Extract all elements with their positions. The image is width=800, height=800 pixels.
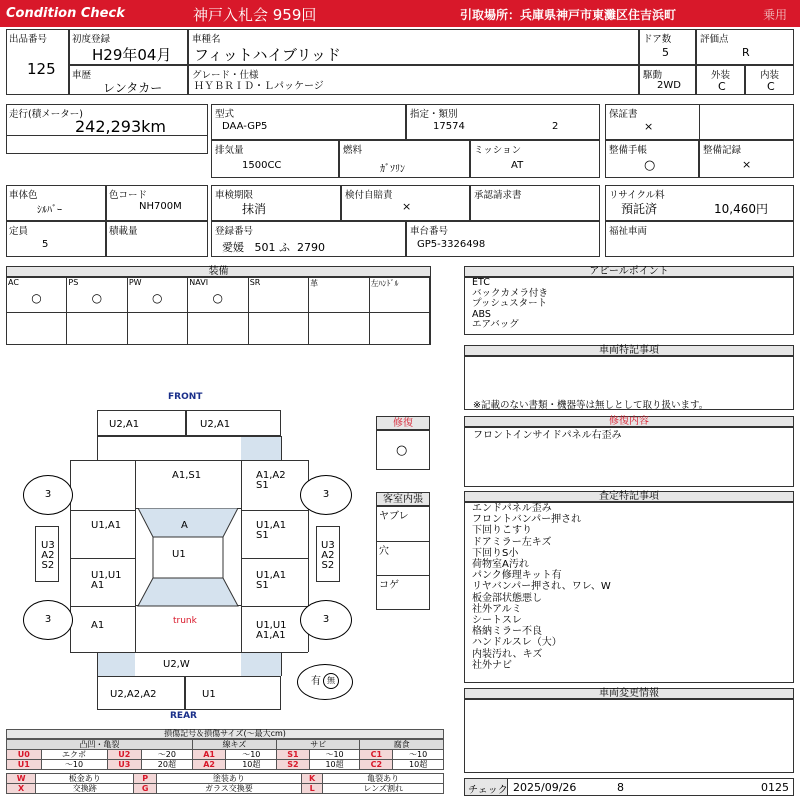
- rear-right-door-damage: U1,A1 S1: [256, 570, 287, 591]
- tire-front-left: [23, 475, 73, 515]
- spare-tire-mark: 無: [323, 673, 339, 689]
- doors: 5: [662, 46, 669, 59]
- legend-desc: 10超: [393, 760, 444, 770]
- model-cell: [211, 104, 406, 140]
- repair-title: 修復: [376, 416, 430, 430]
- cabin-tear-label: ヤブレ: [379, 511, 409, 522]
- legend-table: [6, 739, 444, 770]
- exterior-cell: [696, 65, 745, 95]
- equipment-item-mark: ○: [152, 291, 163, 305]
- doors-label: ドア数: [643, 34, 672, 45]
- cabin-title: 客室内張: [376, 492, 430, 506]
- registration-number: 愛媛 501 ふ 2790: [222, 241, 325, 254]
- history-label: 車歴: [72, 70, 92, 81]
- rear-left-door-damage: U1,U1 A1: [91, 570, 122, 591]
- repair-content-title: 修復内容: [464, 416, 794, 427]
- equipment-item-mark: ○: [212, 291, 223, 305]
- right-quarter-damage: U1,U1 A1,A1: [256, 620, 287, 641]
- legend-desc: 交換跡: [36, 784, 134, 794]
- windshield-damage: A: [181, 520, 188, 531]
- mission: AT: [511, 160, 524, 171]
- hood-damage: A1,S1: [172, 470, 202, 481]
- legend-code: S2: [277, 760, 310, 770]
- model: DAA-GP5: [222, 121, 268, 132]
- grade-cell: [188, 65, 639, 95]
- legend-desc: 亀裂あり: [323, 774, 444, 784]
- equipment-item-2: [128, 278, 188, 344]
- first-registration-cell: [69, 29, 188, 65]
- score: R: [742, 46, 750, 59]
- recycle-status: 預託済: [621, 202, 658, 216]
- mission-label: ミッション: [474, 145, 522, 156]
- inspection-expiry-cell: [211, 185, 341, 221]
- legend-head: 腐食: [360, 740, 444, 750]
- displacement-cell: [211, 140, 339, 178]
- check-label: チェック: [468, 785, 508, 796]
- legend-desc: ～10: [41, 760, 107, 770]
- equipment-item-mark: ○: [31, 291, 42, 305]
- mission-cell: [470, 140, 600, 178]
- recycle-fee: 10,460円: [714, 202, 768, 216]
- fuel-label: 燃料: [343, 145, 363, 156]
- header-bar: [0, 0, 800, 27]
- check-code: 0125: [761, 781, 789, 794]
- legend-desc: 10超: [309, 760, 360, 770]
- legend-desc: レンズ割れ: [323, 784, 444, 794]
- approval-cell: [470, 185, 600, 221]
- car-name-cell: [188, 29, 639, 65]
- interior-cell: [745, 65, 794, 95]
- cabin-row-burn: [376, 575, 430, 610]
- doors-cell: [639, 29, 696, 65]
- equipment-item-name: AC: [8, 278, 19, 287]
- tire-front-left-value: 3: [44, 489, 52, 500]
- score-cell: [696, 29, 794, 65]
- warranty: ×: [644, 120, 654, 133]
- legend-code: U0: [7, 750, 42, 760]
- equipment-item-1: [67, 278, 127, 344]
- appeal-box: [464, 277, 794, 335]
- capacity-label: 定員: [9, 226, 29, 237]
- welfare-vehicle-label: 福祉車両: [609, 226, 648, 237]
- change-info-box: [464, 699, 794, 773]
- tire-rear-right-value: 3: [322, 614, 330, 625]
- inspection-notes-box: [464, 502, 794, 683]
- category-number: 2: [552, 121, 559, 132]
- lot-number-cell: [6, 29, 69, 95]
- legend-desc: 板金あり: [36, 774, 134, 784]
- legend-code: C1: [360, 750, 393, 760]
- warranty-cell: [605, 104, 794, 140]
- repair-content: フロントインサイドパネル右歪み: [473, 430, 622, 441]
- cabin-row-hole: [376, 541, 430, 576]
- exterior-label: 外装: [711, 70, 731, 81]
- front-bumper-right-damage: U2,A1: [200, 419, 231, 430]
- equipment-item-6: [370, 278, 430, 344]
- equipment-item-mark: ○: [91, 291, 103, 305]
- selfcheck: ×: [402, 200, 412, 213]
- score-label: 評価点: [700, 34, 729, 45]
- registration-number-cell: [211, 221, 406, 257]
- appeal-list: ETC バックカメラ付き プッシュスタート ABS エアバッグ: [472, 277, 549, 330]
- front-left-door-damage: U1,A1: [91, 520, 122, 531]
- first-registration-label: 初度登録: [72, 34, 111, 45]
- fuel: ｶﾞｿﾘﾝ: [380, 164, 405, 175]
- repair-box: [376, 430, 430, 470]
- car-diagram: [0, 380, 370, 720]
- check-row: [464, 778, 794, 796]
- tire-front-right-value: 3: [322, 489, 330, 500]
- cabin-hole-label: 穴: [379, 546, 389, 557]
- inspection-notes-list: エンドパネル歪み フロントバンパー押され 下回りこすり ドアミラー左キズ 下回りS小 荷物室A汚れ パンク修理キット有 リヤバンパー押され、ワレ、W 板金部状態悪し 社外アルミ シートスレ 格納ミラー不良 ハンドルスレ（大） 内装汚れ、キズ 社外ナビ: [472, 503, 611, 671]
- displacement-label: 排気量: [215, 145, 244, 156]
- pickup-location: 引取場所：兵庫県神戸市東灘区住吉浜町: [460, 8, 677, 22]
- legend-desc: 塗装あり: [156, 774, 301, 784]
- grade: ＨＹＢＲＩＤ・Ｌパッケージ: [194, 81, 324, 92]
- check-number: 8: [617, 781, 624, 794]
- auction-title: 神戸入札会 959回: [193, 6, 317, 24]
- legend-desc: 10超: [226, 760, 277, 770]
- legend-head: サビ: [277, 740, 360, 750]
- mileage-cell: [6, 104, 208, 154]
- rear-panel-damage: U2,W: [163, 659, 190, 670]
- special-note: ※記載のない書類・機器等は無しとして取り扱います。: [473, 400, 709, 411]
- inspection-expiry-label: 車検期限: [215, 190, 254, 201]
- appeal-title: アピールポイント: [464, 266, 794, 277]
- chassis-number: GP5-3326498: [417, 239, 486, 250]
- equipment-item-3: [188, 278, 248, 344]
- model-label: 型式: [215, 109, 235, 120]
- legend-code: P: [134, 774, 157, 784]
- body-color-cell: [6, 185, 106, 221]
- color-code-label: 色コード: [109, 190, 148, 201]
- special-box: [464, 356, 794, 410]
- equipment-item-name: SR: [249, 278, 261, 287]
- chassis-number-cell: [406, 221, 600, 257]
- glass-panels: [135, 508, 241, 608]
- legend-code: S1: [277, 750, 310, 760]
- maintenance-record-label: 整備記録: [703, 145, 742, 156]
- legend-table-2: [6, 773, 444, 794]
- front-right-door-damage: U1,A1 S1: [256, 520, 287, 541]
- interior-grade: C: [767, 80, 775, 93]
- mileage: 242,293km: [75, 117, 167, 136]
- capacity: 5: [42, 239, 49, 250]
- mileage-label: 走行(積メーター): [9, 109, 83, 120]
- equipment-item-name: 左ﾊﾝﾄﾞﾙ: [370, 279, 399, 288]
- maintenance-manual: ○: [644, 158, 656, 173]
- legend-desc: ～10: [309, 750, 360, 760]
- rear-bumper-right: [185, 676, 281, 710]
- designation-label: 指定・類別: [410, 109, 458, 120]
- color-code: NH700M: [139, 201, 182, 212]
- interior-label: 内装: [760, 70, 780, 81]
- legend-code: X: [7, 784, 36, 794]
- designation-cell: [406, 104, 600, 140]
- right-sill-damage: U3 A2 S2: [321, 540, 335, 571]
- capacity-cell: [6, 221, 106, 257]
- car-name: フィットハイブリッド: [194, 46, 341, 64]
- chassis-number-label: 車台番号: [410, 226, 449, 237]
- tire-rear-right: [300, 600, 352, 640]
- history-cell: [69, 65, 188, 95]
- spare-tire-label: 有: [311, 676, 321, 687]
- front-right-fender-damage: A1,A2 S1: [256, 470, 286, 491]
- equipment-grid: [6, 277, 431, 345]
- roof-damage: U1: [172, 549, 186, 560]
- tire-rear-left: [23, 600, 73, 640]
- equipment-item-0: [7, 278, 67, 344]
- lot-number: 125: [27, 60, 56, 78]
- special-title: 車両特記事項: [464, 345, 794, 356]
- legend-desc: ～10: [393, 750, 444, 760]
- recycle-fee-cell: [605, 185, 794, 221]
- legend-code: A2: [192, 760, 226, 770]
- body-color-label: 車体色: [9, 190, 38, 201]
- change-info-title: 車両変更情報: [464, 688, 794, 699]
- legend-code: L: [301, 784, 322, 794]
- fuel-cell: [339, 140, 470, 178]
- left-sill-damage: U3 A2 S2: [41, 540, 55, 571]
- spare-tire: [297, 664, 353, 700]
- trunk-label: trunk: [173, 616, 197, 626]
- legend-head: 線キズ: [192, 740, 276, 750]
- history: レンタカー: [103, 81, 163, 95]
- grade-label: グレード・仕様: [192, 70, 259, 81]
- registration-number-label: 登録番号: [215, 226, 254, 237]
- front-bumper-left-damage: U2,A1: [109, 419, 140, 430]
- load-capacity-cell: [106, 221, 208, 257]
- legend-title: 損傷記号＆損傷サイズ(～最大cm): [6, 729, 444, 739]
- load-capacity-label: 積載量: [109, 226, 138, 237]
- usage-type: 乗用: [763, 8, 788, 22]
- legend-code: A1: [192, 750, 226, 760]
- front-label: FRONT: [168, 392, 203, 402]
- cabin-burn-label: コゲ: [379, 580, 399, 591]
- approval-label: 承認請求書: [474, 190, 522, 201]
- selfcheck-cell: [341, 185, 470, 221]
- car-name-label: 車種名: [192, 34, 221, 45]
- legend-desc: エクボ: [41, 750, 107, 760]
- body-color: ｼﾙﾊﾞｰ: [37, 205, 62, 216]
- rear-label: REAR: [170, 711, 197, 721]
- inspection-expiry: 抹消: [242, 202, 267, 216]
- recycle-fee-label: リサイクル料: [609, 190, 665, 201]
- warranty-label: 保証書: [609, 109, 638, 120]
- maintenance-manual-label: 整備手帳: [609, 145, 648, 156]
- check-date: 2025/09/26: [513, 781, 577, 794]
- tire-rear-left-value: 3: [44, 614, 52, 625]
- legend-desc: 20超: [142, 760, 193, 770]
- legend-head: 凸凹・亀裂: [7, 740, 193, 750]
- legend-code: U2: [107, 750, 142, 760]
- legend-desc: ガラス交換要: [156, 784, 301, 794]
- app-title: Condition Check: [6, 6, 125, 21]
- designation-number: 17574: [433, 121, 465, 132]
- inspection-notes-title: 査定特記事項: [464, 491, 794, 502]
- equipment-item-5: [309, 278, 369, 344]
- selfcheck-label: 検付自賠責: [345, 190, 393, 201]
- equipment-item-name: PW: [128, 278, 142, 287]
- equipment-item-4: [249, 278, 309, 344]
- legend-code: C2: [360, 760, 393, 770]
- legend-desc: ～20: [142, 750, 193, 760]
- legend-code: U1: [7, 760, 42, 770]
- lot-number-label: 出品番号: [9, 34, 48, 45]
- exterior-grade: C: [718, 80, 726, 93]
- legend-code: G: [134, 784, 157, 794]
- equipment-item-name: 革: [310, 279, 319, 288]
- rear-bumper-left-damage: U2,A2,A2: [110, 689, 157, 700]
- maintenance-record-cell: [699, 140, 794, 178]
- legend-code: W: [7, 774, 36, 784]
- rear-bumper-right-damage: U1: [202, 689, 216, 700]
- drive-label: 駆動: [643, 70, 663, 81]
- drive-cell: [639, 65, 696, 95]
- legend-code: K: [301, 774, 322, 784]
- cabin-row-tear: [376, 506, 430, 542]
- color-code-cell: [106, 185, 208, 221]
- tire-front-right: [300, 475, 352, 515]
- maintenance-record: ×: [742, 158, 752, 171]
- repair-content-box: [464, 427, 794, 487]
- repair-mark: ○: [396, 443, 408, 458]
- legend-code: U3: [107, 760, 142, 770]
- welfare-vehicle-cell: [605, 221, 794, 257]
- maintenance-manual-cell: [605, 140, 699, 178]
- displacement: 1500CC: [242, 160, 282, 171]
- first-registration: H29年04月: [92, 46, 172, 64]
- left-quarter-damage: A1: [91, 620, 105, 631]
- drive: 2WD: [657, 80, 681, 91]
- legend-desc: ～10: [226, 750, 277, 760]
- equipment-title: 装備: [6, 266, 431, 277]
- equipment-item-name: NAVI: [189, 278, 209, 287]
- equipment-item-name: PS: [68, 278, 79, 287]
